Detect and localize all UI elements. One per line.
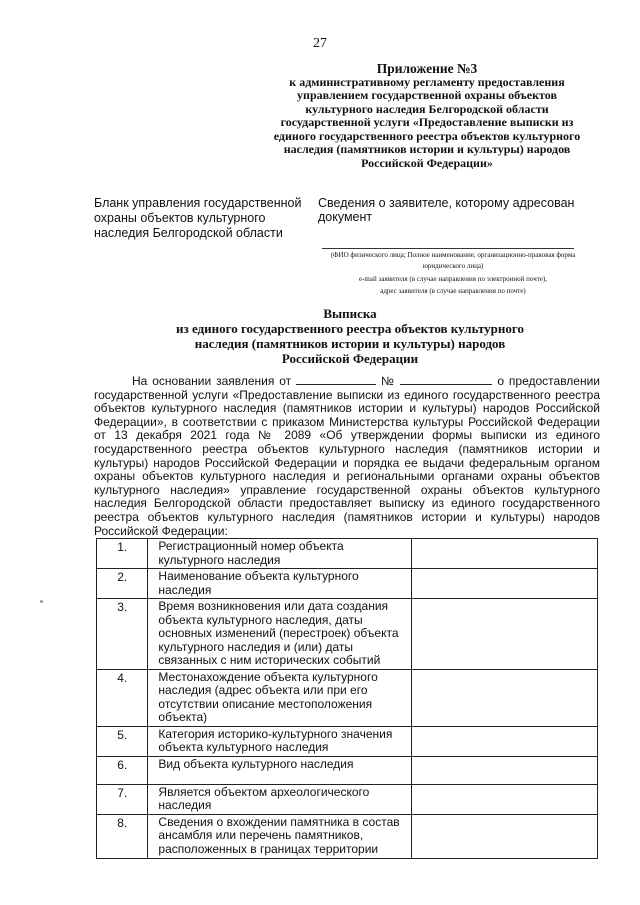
applicant-heading: Сведения о заявителе, которому адресован документ [318,196,575,224]
row-value-cell[interactable] [411,539,598,569]
body-part-2: № [381,374,396,388]
applicant-caption: адрес заявителя (в случае направления по почте) [380,287,526,295]
body-part-1: На основании заявления от [132,374,292,388]
applicant-caption: e-mail заявителя (в случае направления по электронной почте), [358,275,547,283]
blank-label [94,196,314,241]
table-row [97,784,598,814]
row-number: 6. [97,756,148,784]
table-row [97,539,598,569]
row-value-cell[interactable] [411,784,598,814]
row-number: 1. [97,539,148,569]
appendix-header [262,62,592,170]
row-label: Категория историко-культурного значения объекта культурного наследия [148,726,411,756]
applicant-caption: (ФИО физического лица; Полное наименование, организационно-правовая форма [330,251,576,259]
page-number: 27 [313,36,327,51]
application-number-field[interactable] [400,374,492,385]
row-label: Является объектом археологического наследия [148,784,411,814]
body-part-3: о предоставлении государственной услуги «Предоставление выписки из единого государственного реестра объектов культурного наследия (памятников истории и культуры) народов Российской Федерации», в соответствии с приказом Министерства культуры Российской Федерации от 13 декабря 2021 года № 2089 «Об утверждении формы выписки из единого государственного реестра объектов культурного наследия (памятников истории и культуры) народов Российской Федерации и порядка ее выдачи федеральным органом охраны объектов культурного наследия и региональными органами охраны объектов культурного наследия» управление государственной охраны объектов культурного наследия Белгородской области предоставляет выписку из единого государственного реестра объектов культурного наследия (памятников истории и культуры) народов Российской Федерации: [94,374,601,538]
table-row [97,669,598,726]
scan-artifact [40,600,43,603]
row-number: 3. [97,599,148,670]
appendix-line: Российской Федерации» [361,155,493,170]
row-label: Местонахождение объекта культурного наследия (адрес объекта или при его отсутствии описание местоположения объекта) [148,669,411,726]
table-row [97,726,598,756]
applicant-fill-line[interactable] [322,248,574,249]
appendix-line: управлением государственной охраны объектов [297,88,557,102]
row-value-cell[interactable] [411,726,598,756]
document-title-line: наследия (памятников истории и культуры) народов [194,336,506,351]
document-title-line: Выписка [323,306,377,321]
application-date-field[interactable] [296,374,376,385]
row-label: Регистрационный номер объекта культурного наследия [148,539,411,569]
row-number: 2. [97,569,148,599]
table-row [97,569,598,599]
row-number: 4. [97,669,148,726]
document-title-line: из единого государственного реестра объектов культурного [176,321,524,336]
appendix-line: государственной услуги «Предоставление выписки из [280,115,574,129]
appendix-line: культурного наследия Белгородской области [305,101,549,116]
row-label: Время возникновения или дата создания объекта культурного наследия, даты основных изменений (перестроек) объекта культурного наследия и (или) даты связанных с ним исторических событий [148,599,411,670]
table-row [97,599,598,670]
row-value-cell[interactable] [411,814,598,858]
document-title-line: Российской Федерации [281,351,419,366]
row-number: 7. [97,784,148,814]
table-row [97,756,598,784]
row-label: Вид объекта культурного наследия [148,756,411,784]
body-paragraph [94,374,600,538]
appendix-title: Приложение №3 [376,61,478,76]
appendix-line: к административному регламенту предоставления [289,74,565,89]
blank-label-line: охраны объектов культурного [94,211,266,225]
row-value-cell[interactable] [411,569,598,599]
row-label: Сведения о вхождении памятника в состав ансамбля или перечень памятников, расположенных в границах территории [148,814,411,858]
appendix-line: единого государственного реестра объектов культурного [273,128,581,143]
row-number: 5. [97,726,148,756]
blank-label-line: наследия Белгородской области [94,226,283,240]
row-label: Наименование объекта культурного наследия [148,569,411,599]
row-value-cell[interactable] [411,756,598,784]
table-row [97,814,598,858]
appendix-line: наследия (памятников истории и культуры) народов [283,142,571,156]
document-title [100,306,600,366]
object-info-table [96,538,598,859]
row-number: 8. [97,814,148,858]
blank-label-line: Бланк управления государственной [94,196,302,210]
row-value-cell[interactable] [411,669,598,726]
applicant-caption: юридического лица) [422,262,484,270]
row-value-cell[interactable] [411,599,598,670]
